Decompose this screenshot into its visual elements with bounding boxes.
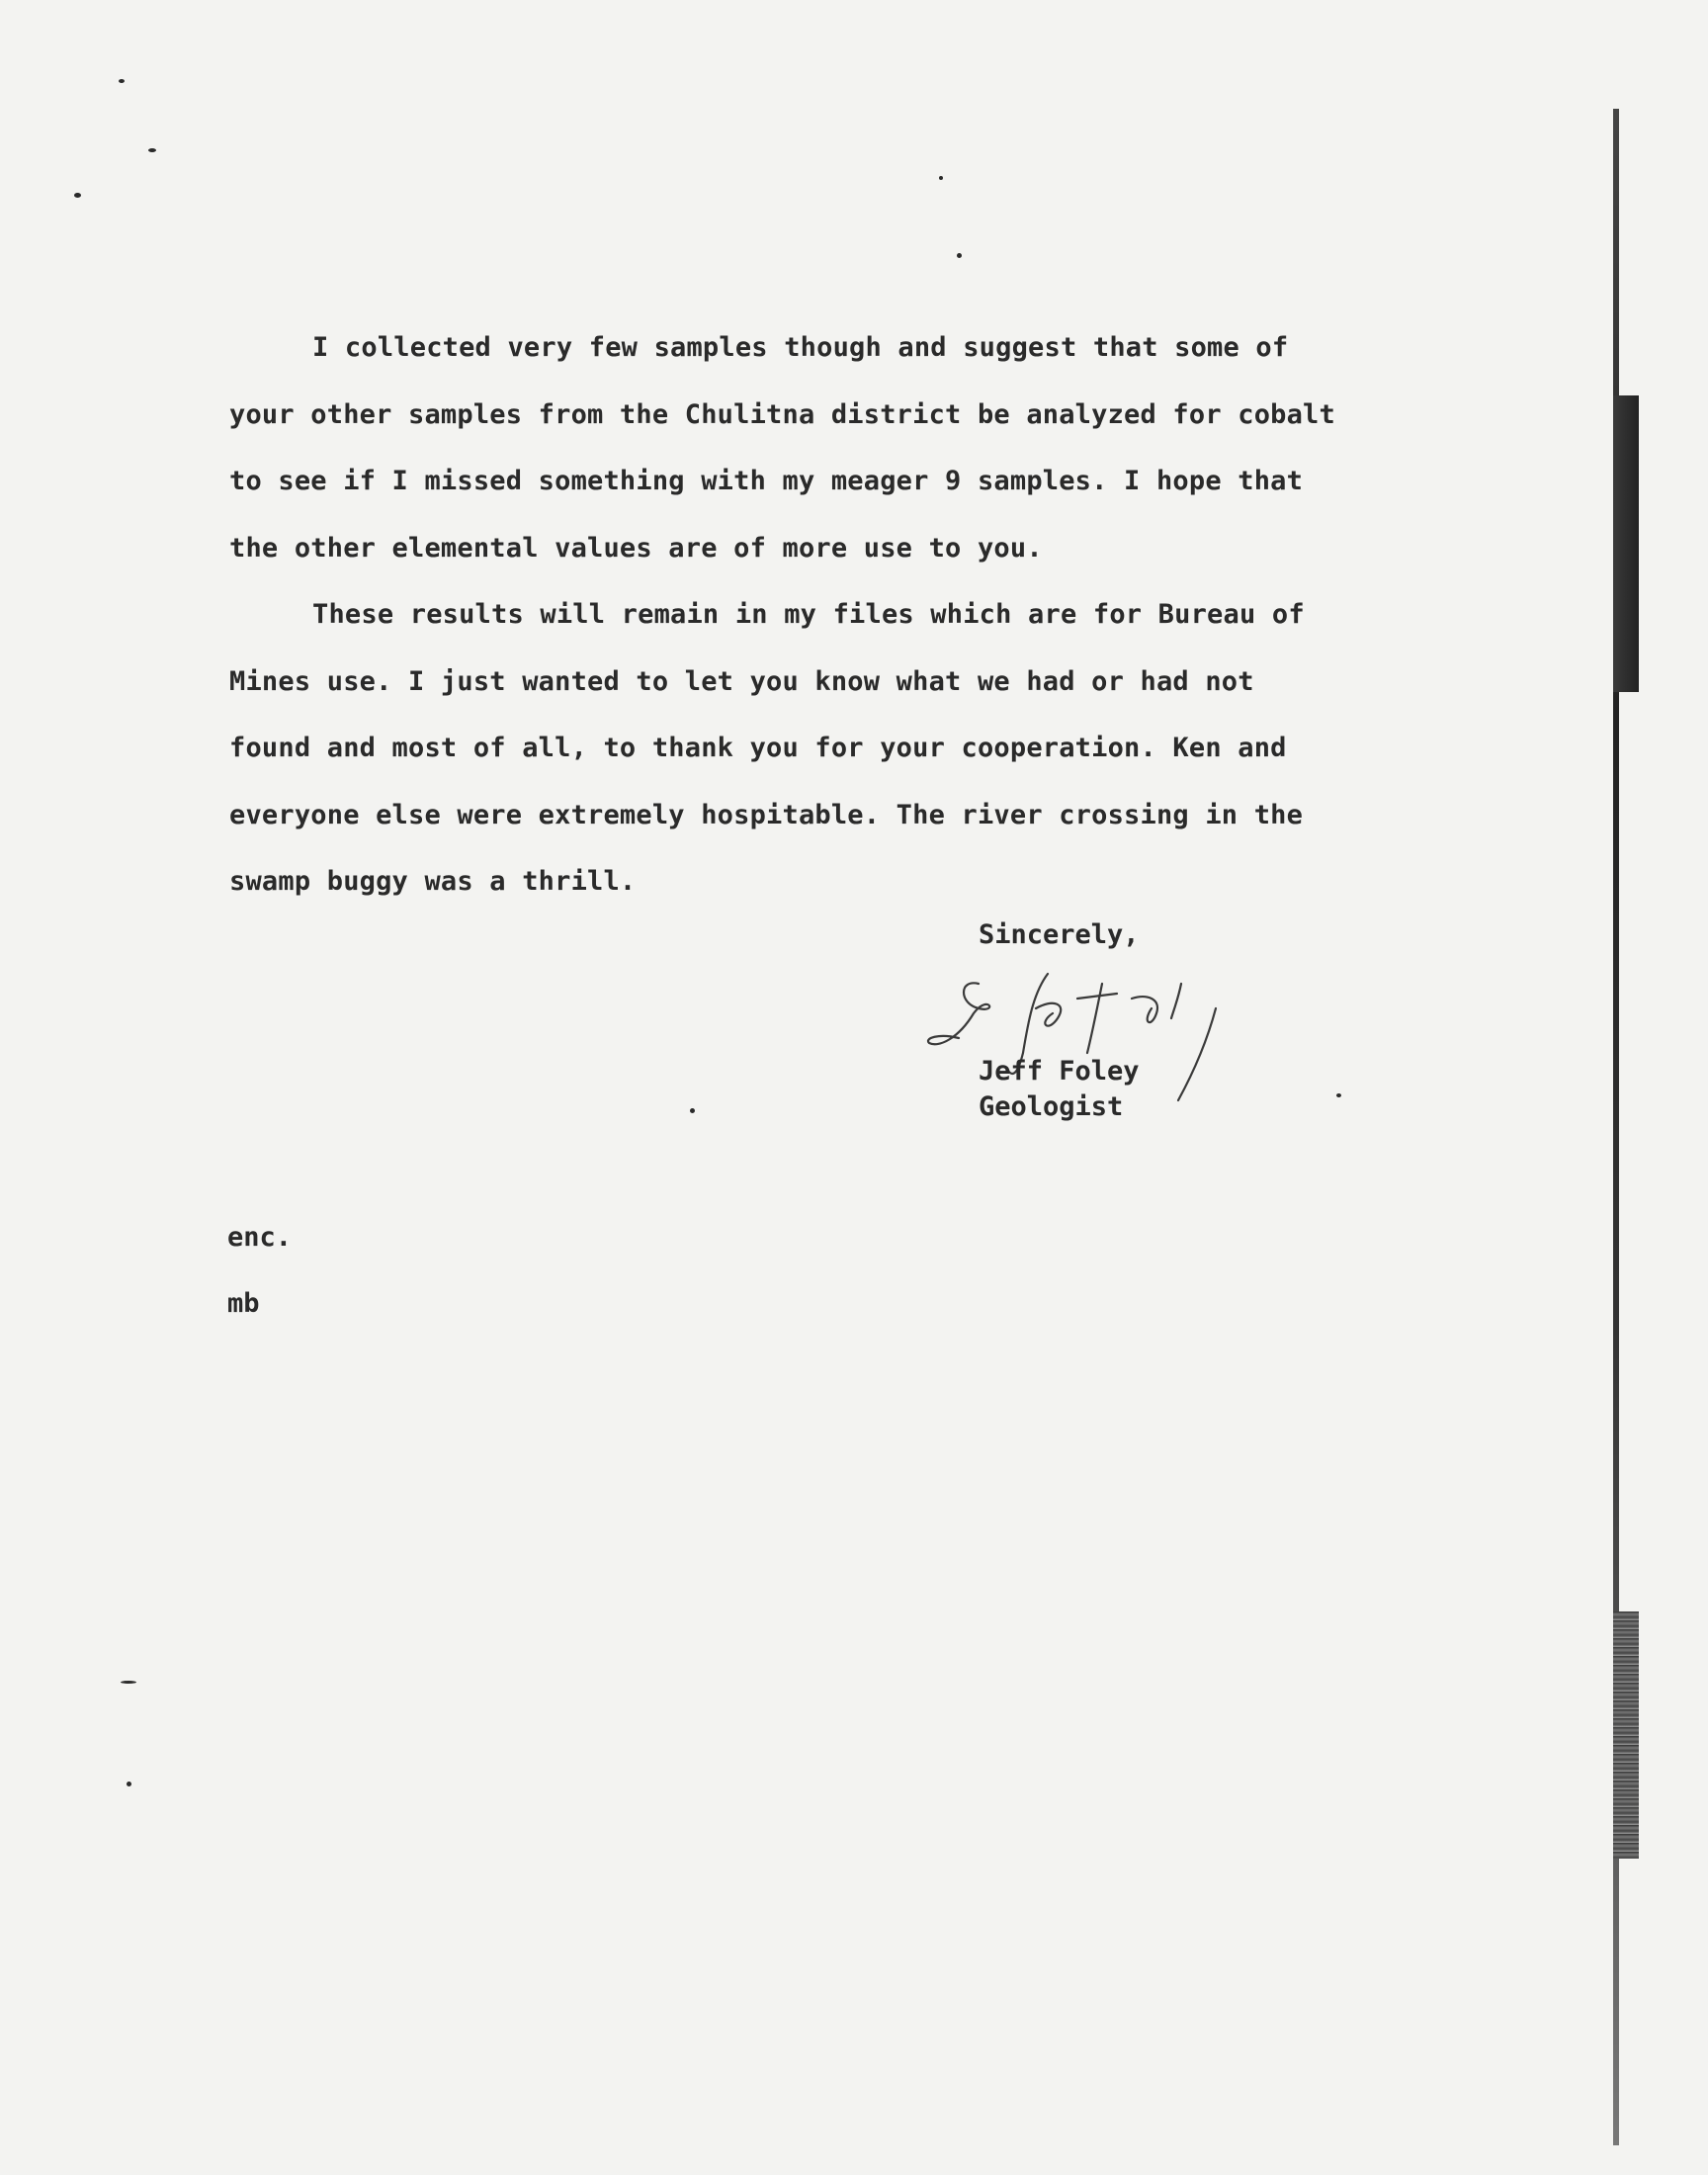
scan-speck — [127, 1782, 131, 1786]
scan-speck — [1336, 1093, 1341, 1097]
letter-paragraph: I collected very few samples though and suggest that some of your other samples from the Chulitna district be analyzed for cobalt to see if I missed something with my meager 9 samples. I hope that the other elemental values are of more use to you. — [229, 332, 1335, 564]
scan-speck — [121, 1681, 136, 1684]
scan-speck — [148, 148, 156, 152]
scan-speck — [690, 1108, 695, 1113]
closing-salutation: Sincerely, — [979, 919, 1140, 950]
enclosure-notation: enc. — [227, 1222, 293, 1253]
scan-speck — [119, 79, 125, 83]
scan-speck — [74, 193, 81, 198]
signer-name: Jeff Foley — [979, 1056, 1140, 1087]
scan-edge-mark — [1613, 395, 1639, 692]
letter-body — [229, 314, 1415, 915]
signer-title: Geologist — [979, 1091, 1124, 1122]
handwritten-signature — [919, 954, 1245, 1112]
scan-speck — [939, 176, 943, 180]
scan-edge-mark — [1613, 1611, 1639, 1859]
scan-speck — [957, 253, 962, 258]
typist-initials: mb — [227, 1288, 260, 1319]
letter-paragraph: These results will remain in my files which are for Bureau of Mines use. I just wanted to let you know what we had or had not found and most of all, to thank you for your cooperation. Ken and everyone else were extremely hospitable. The river crossing in the swamp buggy was a thrill. — [229, 599, 1305, 897]
